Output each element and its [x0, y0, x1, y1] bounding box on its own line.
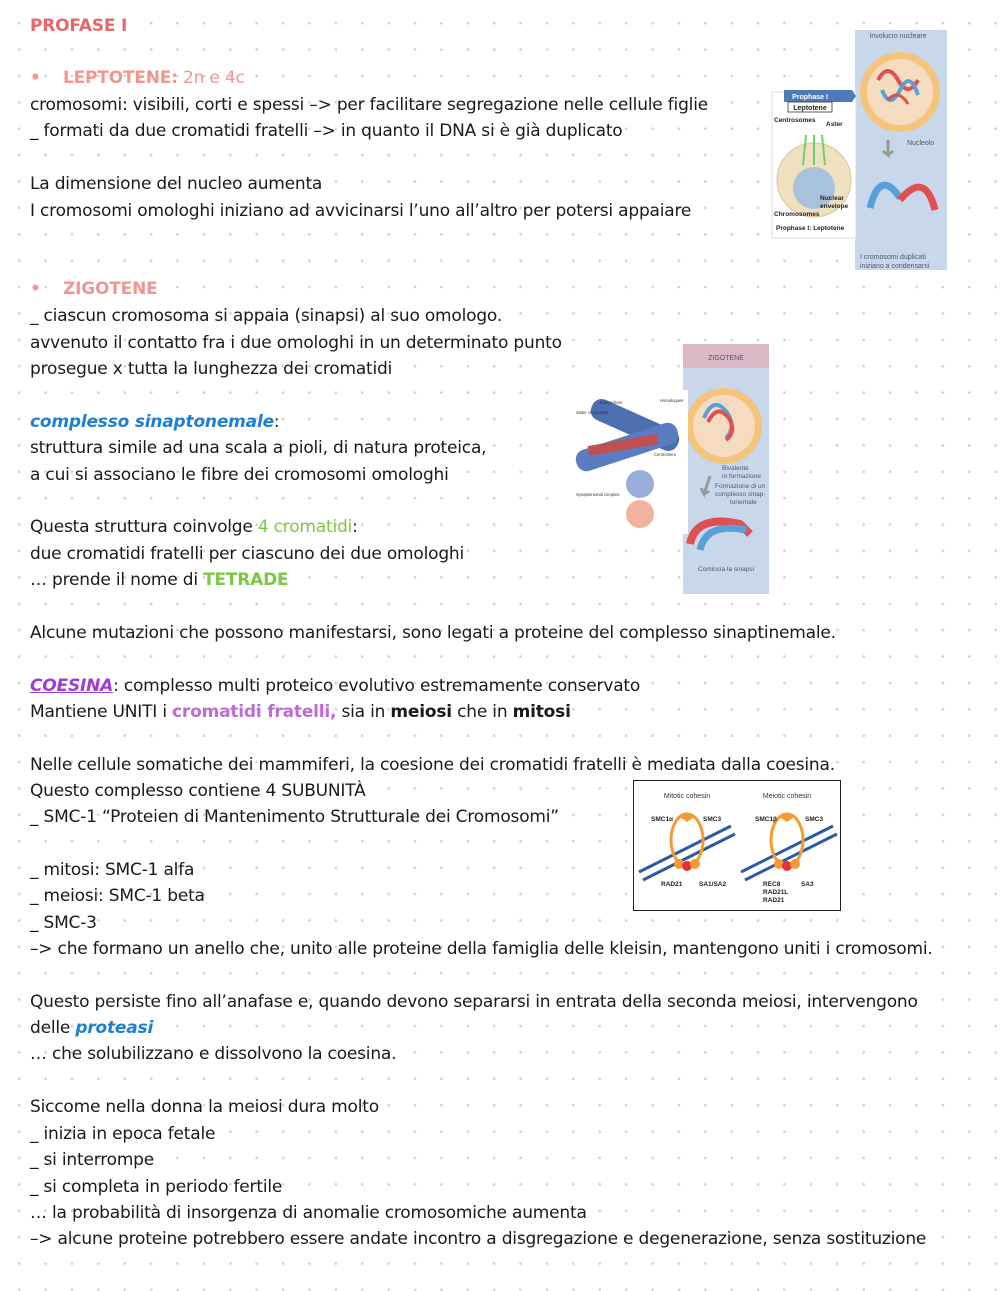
leptotene-label: LEPTOTENE: [63, 68, 178, 88]
coesina-definition [30, 675, 640, 697]
inset-caption: Prophase I: Leptotene [776, 225, 845, 232]
donna-line-3: _ si interrompe [30, 1150, 155, 1170]
four-chromatids: 4 cromatidi [257, 517, 353, 537]
zigotene-title: ZIGOTENE [708, 355, 744, 362]
leptotene-line-4: I cromosomi omologhi iniziano ad avvicinarsi l’uno all’altro per potersi appaiare [30, 201, 692, 221]
rad21-label: RAD21 [661, 881, 683, 888]
zigotene-line-5: a cui si associano le fibre dei cromosomi omologhi [30, 465, 449, 485]
sa3-label: SA3 [801, 881, 814, 888]
coesina-line-5: _ SMC-1 “Proteien di Mantenimento Strutturale dei Cromosomi” [30, 807, 559, 827]
rec8-label: REC8 [763, 881, 781, 888]
coesina-line-8: _ SMC-3 [30, 913, 97, 933]
rad21l-label: RAD21L [763, 889, 789, 896]
envelope-label: envelope [820, 203, 849, 210]
centrosomes-label: Centrosomes [774, 117, 816, 124]
text: Mantiene UNITI i [30, 702, 173, 722]
leptotene-figure [770, 30, 950, 274]
nucleolo-label: Nucleolo [907, 140, 935, 147]
homologues-label: Homologues [660, 398, 684, 403]
figure-border [634, 781, 841, 911]
zigotene-line-2: avvenuto il contatto fra i due omologhi in un determinato punto [30, 333, 562, 353]
zigotene-line-1: _ ciascun cromosoma si appaia (sinapsi) al suo omologo. [30, 306, 503, 326]
donna-line-5: … la probabilità di insorgenza di anomalie cromosomiche aumenta [30, 1203, 587, 1223]
aster-label: Aster [826, 121, 843, 128]
sa3-subunit [790, 859, 800, 869]
formazione-line-3: tonemale [730, 499, 757, 506]
zigotene-line-7: due cromatidi fratelli per ciascuno dei due omologhi [30, 544, 465, 564]
coesina-line-11 [30, 1017, 153, 1039]
leptotene-heading [30, 67, 245, 89]
bivalente-line-1: Bivalente [722, 465, 749, 472]
caption-line-1: I cromosomi duplicati [860, 254, 926, 261]
zigotene-line-3: prosegue x tutta la lunghezza dei cromatidi [30, 359, 393, 379]
caption-line-2: iniziano a condensarsi [860, 263, 930, 270]
smc3-label: SMC3 [805, 816, 824, 823]
coesina-line-12: … che solubilizzano e dissolvono la coesina. [30, 1044, 397, 1064]
nucleus-inner [693, 395, 755, 457]
micrograph-bottom [626, 500, 654, 528]
chromosomes-label: Chromosomes [774, 211, 820, 218]
mutations-line: Alcune mutazioni che possono manifestarsi, sono legati a proteine del complesso sinaptinemale. [30, 623, 836, 643]
phase-label: Prophase I [792, 94, 828, 101]
smc3-label: SMC3 [703, 816, 722, 823]
coesina-line-7: _ meiosi: SMC-1 beta [30, 886, 205, 906]
micrograph-top [626, 470, 654, 498]
colon: : [352, 517, 358, 537]
donna-line-2: _ inizia in epoca fetale [30, 1124, 216, 1144]
sa-subunit [690, 859, 700, 869]
zigotene-caption: Comincia la sinapsi [698, 566, 754, 573]
donna-line-4: _ si completa in periodo fertile [30, 1177, 283, 1197]
text: che in [451, 702, 513, 722]
formazione-line-1: Formazione di un [715, 483, 766, 490]
donna-line-1: Siccome nella donna la meiosi dura molto [30, 1097, 379, 1117]
coesina-line-4: Questo complesso contiene 4 SUBUNITÀ [30, 781, 366, 801]
nuclear-label: Nuclear [820, 195, 844, 202]
leptotene-line-2: _ formati da due cromatidi fratelli –> in quanto il DNA si è già duplicato [30, 121, 623, 141]
coesina-line-10: Questo persiste fino all’anafase e, quando devono separarsi in entrata della seconda meiosi, intervengono [30, 992, 918, 1012]
text: Questa struttura coinvolge [30, 517, 258, 537]
smc1a-label: SMC1α [651, 816, 674, 823]
sister-label: Sister chromatids [576, 410, 609, 415]
leptotene-line-1: cromosomi: visibili, corti e spessi –> per facilitare segregazione nelle cellule figlie [30, 95, 708, 115]
zigotene-line-4: struttura simile ad una scala a pioli, di natura proteica, [30, 438, 487, 458]
colon: : [273, 412, 280, 432]
mitosi-bold: mitosi [512, 702, 571, 722]
sa12-label: SA1/SA2 [699, 881, 727, 888]
coesina-line-2 [30, 701, 571, 723]
text: sia in [336, 702, 391, 722]
sister-chromatids: cromatidi fratelli, [172, 702, 337, 722]
bivalente-line-2: in formazione [722, 473, 762, 480]
coesina-line-3: Nelle cellule somatiche dei mammiferi, la coesione dei cromatidi fratelli è mediata dalla coesina. [30, 755, 835, 775]
zigotene-line-8 [30, 569, 288, 591]
meiosi-bold: meiosi [390, 702, 452, 722]
zigotene-label: ZIGOTENE [63, 279, 158, 299]
text: : complesso multi proteico evolutivo estremamente conservato [113, 676, 641, 696]
coesina-term: COESINA [30, 676, 114, 696]
rad21-label: RAD21 [763, 897, 785, 904]
zigotene-heading [30, 278, 158, 300]
coesina-line-6: _ mitosi: SMC-1 alfa [30, 860, 195, 880]
zigotene-line-6 [30, 516, 358, 538]
smc1b-label: SMC1β [755, 816, 778, 823]
page-title: PROFASE I [30, 16, 128, 36]
text: … prende il nome di [30, 570, 204, 590]
bullet: • [30, 279, 41, 299]
bullet: • [30, 68, 41, 88]
stage-label: Leptotene [793, 105, 827, 112]
formazione-line-2: complesso sinap- [715, 491, 766, 498]
nuclear-envelope-label: Involucro nucleare [869, 33, 927, 40]
donna-line-6: –> alcune proteine potrebbero essere andate incontro a disgregazione e degenerazione, senza sostituzione [30, 1229, 927, 1249]
zigotene-figure [570, 344, 772, 596]
mitotic-label: Mitotic cohesin [663, 793, 711, 800]
text: delle [30, 1018, 76, 1038]
proteasi-term: proteasi [75, 1018, 154, 1038]
leptotene-line-3: La dimensione del nucleo aumenta [30, 174, 323, 194]
cohesin-figure [633, 780, 841, 912]
synaptonemal-label: Synaptonemal complex [576, 492, 620, 497]
coesina-line-9: –> che formano un anello che, unito alle proteine della famiglia delle kleisin, mantengono uniti i cromosomi. [30, 939, 933, 959]
kinetochore-label: Kinetochore [600, 400, 623, 405]
tetrade-term: TETRADE [203, 570, 289, 590]
centromere-label: Centromere [654, 452, 677, 457]
meiotic-label: Meiotic cohesin [762, 793, 812, 800]
leptotene-ploidy: 2n e 4c [177, 68, 245, 88]
synaptonemal-term: complesso sinaptonemale [30, 412, 274, 432]
synaptonemal-term-line [30, 411, 279, 433]
